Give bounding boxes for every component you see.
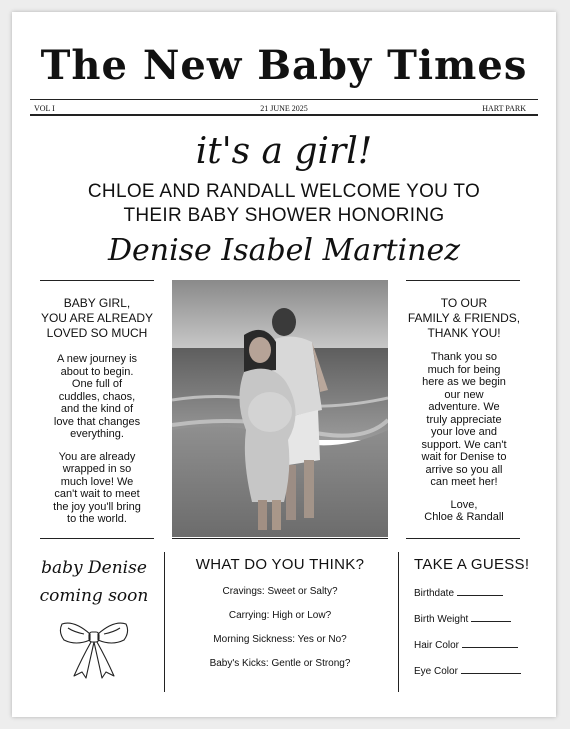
guess-blank-line: [457, 586, 503, 596]
text-line: our new: [444, 388, 484, 401]
text-line: here as we begin: [422, 376, 506, 388]
honoree-name: Denise Isabel Martinez: [107, 233, 461, 268]
text-line: Love,: [450, 498, 478, 511]
lower-left-rule: [40, 538, 154, 539]
masthead-title: The New Baby Times: [40, 42, 528, 89]
headline-line-1: CHLOE AND RANDALL WELCOME YOU TO: [87, 181, 481, 202]
lower-divider-right: [398, 552, 399, 692]
right-closing: [402, 499, 526, 524]
lower-center-rule: [172, 538, 388, 539]
guess-blank-line: [471, 612, 511, 622]
lower-divider-left: [164, 552, 165, 692]
question-item: Baby's Kicks: Gentle or Strong?: [209, 658, 351, 669]
guess-field: [414, 664, 534, 678]
text-line: the joy you'll bring: [53, 500, 141, 513]
text-line: support. We can't: [421, 438, 507, 451]
headline-line-2: THEIR BABY SHOWER HONORING: [123, 205, 445, 226]
bow-icon: [56, 618, 132, 682]
left-heading: [34, 296, 160, 341]
left-column-rule: [40, 280, 154, 281]
bow-icon-graphic: [56, 618, 132, 682]
right-column: [402, 296, 526, 524]
text-line: You are already: [58, 450, 136, 463]
guess-field: [414, 586, 534, 600]
text-line: arrive so you all: [425, 463, 503, 476]
left-paragraph-2: [34, 451, 160, 526]
location-label: HART PARK: [482, 104, 526, 113]
left-heading-line: BABY GIRL,: [63, 296, 131, 310]
left-paragraph-1: [34, 353, 160, 441]
script-line: baby Denise: [41, 558, 147, 578]
text-line: much for being: [427, 363, 501, 376]
guess-label: Birth Weight: [414, 614, 469, 625]
baby-coming-soon: [34, 554, 154, 610]
text-line: your love and: [430, 426, 498, 438]
text-line: Thank you so: [430, 351, 498, 363]
masthead-rule-bottom: [30, 114, 538, 116]
guess-label: Birthdate: [414, 588, 455, 599]
right-heading: [402, 296, 526, 341]
guess-label: Hair Color: [414, 640, 460, 651]
take-a-guess-heading: TAKE A GUESS!: [414, 556, 530, 573]
what-do-you-think-heading: WHAT DO YOU THINK?: [195, 556, 365, 573]
its-a-girl-script: it's a girl!: [195, 131, 373, 172]
volume-label: VOL I: [34, 104, 55, 113]
left-heading-line: YOU ARE ALREADY: [40, 311, 154, 325]
what-do-you-think-section: [172, 556, 388, 670]
guess-blank-line: [462, 638, 518, 648]
date-label: 21 JUNE 2025: [260, 104, 308, 113]
question-item: Morning Sickness: Yes or No?: [213, 634, 347, 645]
text-line: can't wait to meet: [54, 488, 140, 500]
question-item: Carrying: High or Low?: [228, 610, 332, 621]
left-column: [34, 296, 160, 526]
text-line: cuddles, chaos,: [58, 390, 136, 403]
text-line: A new journey is: [56, 353, 138, 365]
text-line: adventure. We: [428, 401, 500, 413]
text-line: wait for Denise to: [421, 451, 507, 463]
right-paragraph-1: [402, 351, 526, 489]
left-heading-line: LOVED SO MUCH: [46, 326, 148, 340]
guess-blank-line: [461, 664, 521, 674]
text-line: truly appreciate: [426, 413, 502, 426]
guess-field: [414, 612, 534, 626]
text-line: Chloe & Randall: [424, 511, 504, 523]
beach-photo-image: [172, 280, 388, 537]
guess-field: [414, 638, 534, 652]
text-line: One full of: [71, 378, 123, 390]
script-line: coming soon: [39, 586, 149, 606]
couple-photo: [172, 280, 388, 537]
text-line: and the kind of: [60, 403, 134, 415]
right-heading-line: TO OUR: [440, 296, 488, 310]
text-line: love that changes: [53, 415, 141, 428]
text-line: about to begin.: [60, 365, 134, 378]
lower-right-rule: [406, 538, 520, 539]
masthead-rule-top: [30, 99, 538, 100]
text-line: can meet her!: [430, 476, 498, 488]
guess-label: Eye Color: [414, 666, 458, 677]
take-a-guess-section: [414, 556, 534, 678]
text-line: much love! We: [60, 475, 134, 488]
text-line: to the world.: [67, 513, 127, 525]
newspaper-page: [12, 12, 556, 717]
right-heading-line: FAMILY & FRIENDS,: [407, 311, 521, 325]
question-item: Cravings: Sweet or Salty?: [222, 586, 338, 597]
right-column-rule: [406, 280, 520, 281]
text-line: wrapped in so: [62, 463, 132, 475]
right-heading-line: THANK YOU!: [427, 326, 501, 340]
text-line: everything.: [70, 428, 124, 440]
